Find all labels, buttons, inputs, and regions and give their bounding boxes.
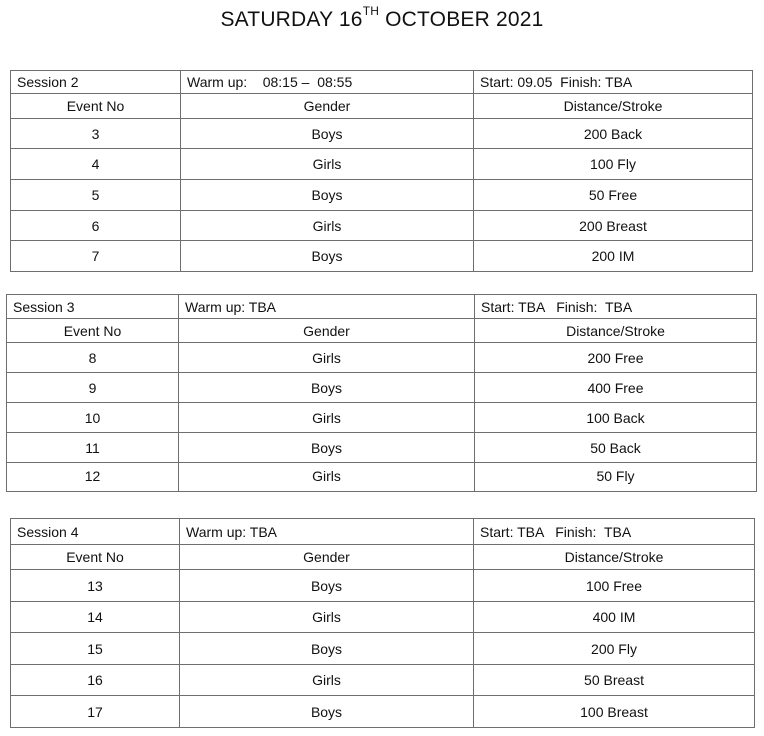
gender: Girls [181, 211, 474, 241]
gender: Girls [179, 343, 475, 373]
session-name: Session 4 [11, 519, 180, 545]
col-header-event: Event No [11, 545, 180, 570]
table-row [7, 433, 757, 463]
page-title [0, 4, 764, 32]
distance-stroke: 200 IM [474, 241, 753, 272]
distance-stroke: 200 Back [474, 119, 753, 149]
col-header-distance: Distance/Stroke [474, 94, 753, 119]
distance-stroke: 400 Free [475, 373, 757, 403]
table-row [7, 373, 757, 403]
gender: Girls [181, 149, 474, 180]
gender: Girls [180, 665, 474, 696]
title-suffix: OCTOBER 2021 [379, 8, 544, 31]
warmup-time: Warm up: TBA [179, 295, 475, 319]
col-header-gender: Gender [179, 319, 475, 343]
event-no: 8 [7, 343, 179, 373]
event-no: 11 [7, 433, 179, 463]
distance-stroke: 100 Free [474, 570, 755, 602]
gender: Girls [180, 602, 474, 633]
table-row [11, 119, 753, 149]
table-row [11, 602, 755, 633]
distance-stroke: 100 Fly [474, 149, 753, 180]
event-no: 9 [7, 373, 179, 403]
distance-stroke: 200 Free [475, 343, 757, 373]
event-no: 5 [11, 180, 181, 211]
session-2-table [10, 70, 753, 272]
gender: Boys [181, 180, 474, 211]
event-no: 15 [11, 633, 180, 665]
event-no: 16 [11, 665, 180, 696]
session-name: Session 3 [7, 295, 179, 319]
table-row [11, 696, 755, 728]
col-header-gender: Gender [180, 545, 474, 570]
title-superscript: TH [362, 4, 380, 18]
distance-stroke: 200 Breast [474, 211, 753, 241]
table-row [11, 633, 755, 665]
col-header-distance: Distance/Stroke [474, 545, 755, 570]
distance-stroke: 50 Back [475, 433, 757, 463]
table-row [11, 665, 755, 696]
gender: Boys [180, 696, 474, 728]
gender: Boys [180, 570, 474, 602]
title-prefix: SATURDAY 16 [220, 8, 363, 31]
gender: Boys [180, 633, 474, 665]
table-row [7, 343, 757, 373]
col-header-distance: Distance/Stroke [475, 319, 757, 343]
event-no: 17 [11, 696, 180, 728]
col-header-event: Event No [11, 94, 181, 119]
col-header-gender: Gender [181, 94, 474, 119]
table-row [11, 241, 753, 272]
distance-stroke: 200 Fly [474, 633, 755, 665]
start-finish-time: Start: TBA Finish: TBA [474, 519, 755, 545]
gender: Girls [179, 463, 475, 492]
table-row [7, 463, 757, 492]
start-finish-time: Start: 09.05 Finish: TBA [474, 71, 753, 94]
event-no: 6 [11, 211, 181, 241]
session-name: Session 2 [11, 71, 181, 94]
distance-stroke: 100 Back [475, 403, 757, 433]
gender: Boys [179, 373, 475, 403]
gender: Boys [181, 119, 474, 149]
warmup-time: Warm up: TBA [180, 519, 474, 545]
session-3-table [6, 294, 757, 492]
event-no: 4 [11, 149, 181, 180]
event-no: 10 [7, 403, 179, 433]
distance-stroke: 50 Free [474, 180, 753, 211]
distance-stroke: 100 Breast [474, 696, 755, 728]
table-row [11, 570, 755, 602]
distance-stroke: 50 Fly [475, 463, 757, 492]
event-no: 7 [11, 241, 181, 272]
table-row [11, 211, 753, 241]
event-no: 14 [11, 602, 180, 633]
distance-stroke: 50 Breast [474, 665, 755, 696]
col-header-event: Event No [7, 319, 179, 343]
start-finish-time: Start: TBA Finish: TBA [475, 295, 757, 319]
event-no: 13 [11, 570, 180, 602]
distance-stroke: 400 IM [474, 602, 755, 633]
table-row [7, 403, 757, 433]
table-row [11, 180, 753, 211]
warmup-time: Warm up: 08:15 – 08:55 [181, 71, 474, 94]
table-row [11, 149, 753, 180]
gender: Girls [179, 403, 475, 433]
event-no: 3 [11, 119, 181, 149]
session-4-table [10, 518, 755, 728]
gender: Boys [181, 241, 474, 272]
gender: Boys [179, 433, 475, 463]
event-no: 12 [7, 463, 179, 492]
